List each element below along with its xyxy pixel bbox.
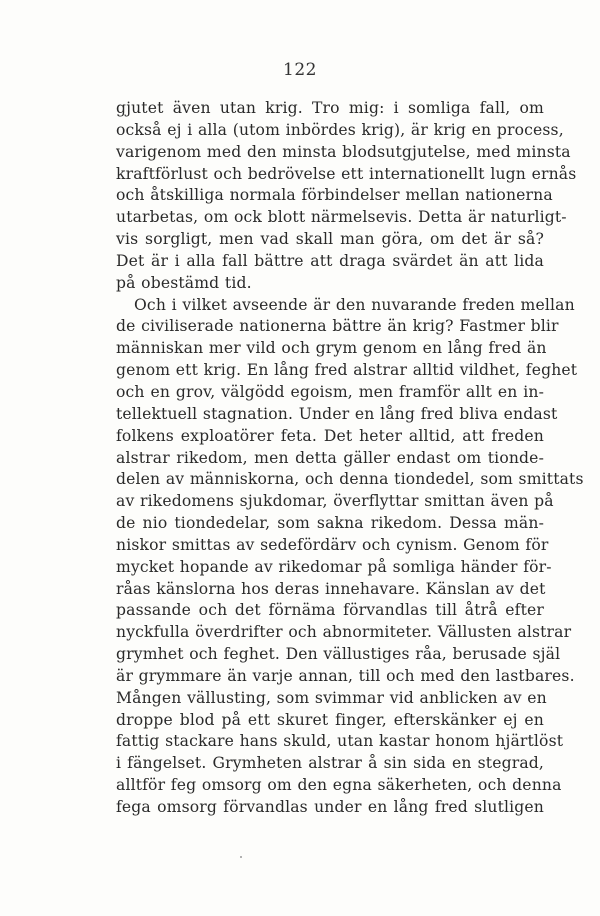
text-line: råas känslorna hos deras innehavare. Känslan av det bbox=[116, 579, 546, 598]
text-line: varigenom med den minsta blodsutgjutelse, med minsta bbox=[116, 142, 571, 161]
text-line: fega omsorg förvandlas under en lång fred slutligen bbox=[116, 798, 544, 816]
text-line: människan mer vild och grym genom en lång fred än bbox=[116, 339, 547, 358]
text-line: droppe blod på ett skuret finger, efterskänker ej en bbox=[116, 710, 544, 729]
text-line: och åtskilliga normala förbindelser mellan nationerna bbox=[116, 186, 553, 205]
text-line: fattig stackare hans skuld, utan kastar honom hjärtlöst bbox=[116, 732, 564, 751]
text-line: alltför feg omsorg om den egna säkerheten, och denna bbox=[116, 776, 562, 795]
text-line-paragraph-start: Och i vilket avseende är den nuvarande freden mellan bbox=[134, 295, 575, 314]
paper-speck bbox=[240, 856, 242, 858]
text-line: gjutet även utan krig. Tro mig: i somliga fall, om bbox=[116, 99, 544, 117]
text-line: folkens exploatörer feta. Det heter alltid, att freden bbox=[116, 426, 544, 445]
text-line: delen av människorna, och denna tiondedel, som smittats bbox=[116, 470, 584, 489]
body-text bbox=[116, 98, 584, 819]
text-line: Mången vällusting, som svimmar vid anblicken av en bbox=[116, 688, 547, 707]
text-line: mycket hopande av rikedomar på somliga händer för- bbox=[116, 557, 552, 576]
text-line-paragraph-end: på obestämd tid. bbox=[116, 273, 252, 292]
page-number: 122 bbox=[283, 60, 317, 80]
text-line: vis sorgligt, men vad skall man göra, om det är så? bbox=[116, 230, 544, 249]
text-line: och en grov, välgödd egoism, men framför allt en in- bbox=[116, 382, 544, 401]
text-line: niskor smittas av sedefördärv och cynism. Genom för bbox=[116, 535, 549, 554]
text-line: de nio tiondedelar, som sakna rikedom. Dessa män- bbox=[116, 514, 544, 533]
text-line: av rikedomens sjukdomar, överflyttar smittan även på bbox=[116, 492, 554, 511]
text-line: också ej i alla (utom inbördes krig), är krig en process, bbox=[116, 120, 564, 139]
text-line: genom ett krig. En lång fred alstrar alltid vildhet, feghet bbox=[116, 361, 578, 380]
text-line: tellektuell stagnation. Under en lång fred bliva endast bbox=[116, 404, 558, 423]
text-line: passande och det förnäma förvandlas till åtrå efter bbox=[116, 601, 544, 620]
text-line: Det är i alla fall bättre att draga svärdet än att lida bbox=[116, 251, 544, 270]
text-line: de civiliserade nationerna bättre än krig? Fastmer blir bbox=[116, 317, 559, 336]
text-line: grymhet och feghet. Den vällustiges råa, berusade själ bbox=[116, 645, 561, 664]
text-line: är grymmare än varje annan, till och med den lastbares. bbox=[116, 666, 575, 685]
text-line: kraftförlust och bedrövelse ett internationellt lugn ernås bbox=[116, 164, 577, 183]
text-line: utarbetas, om ock blott närmelsevis. Detta är naturligt- bbox=[116, 208, 567, 227]
text-line: i fängelset. Grymheten alstrar å sin sida en stegrad, bbox=[116, 754, 544, 773]
text-line: alstrar rikedom, men detta gäller endast om tionde- bbox=[116, 448, 544, 467]
text-line: nyckfulla överdrifter och abnormiteter. Vällusten alstrar bbox=[116, 623, 572, 642]
